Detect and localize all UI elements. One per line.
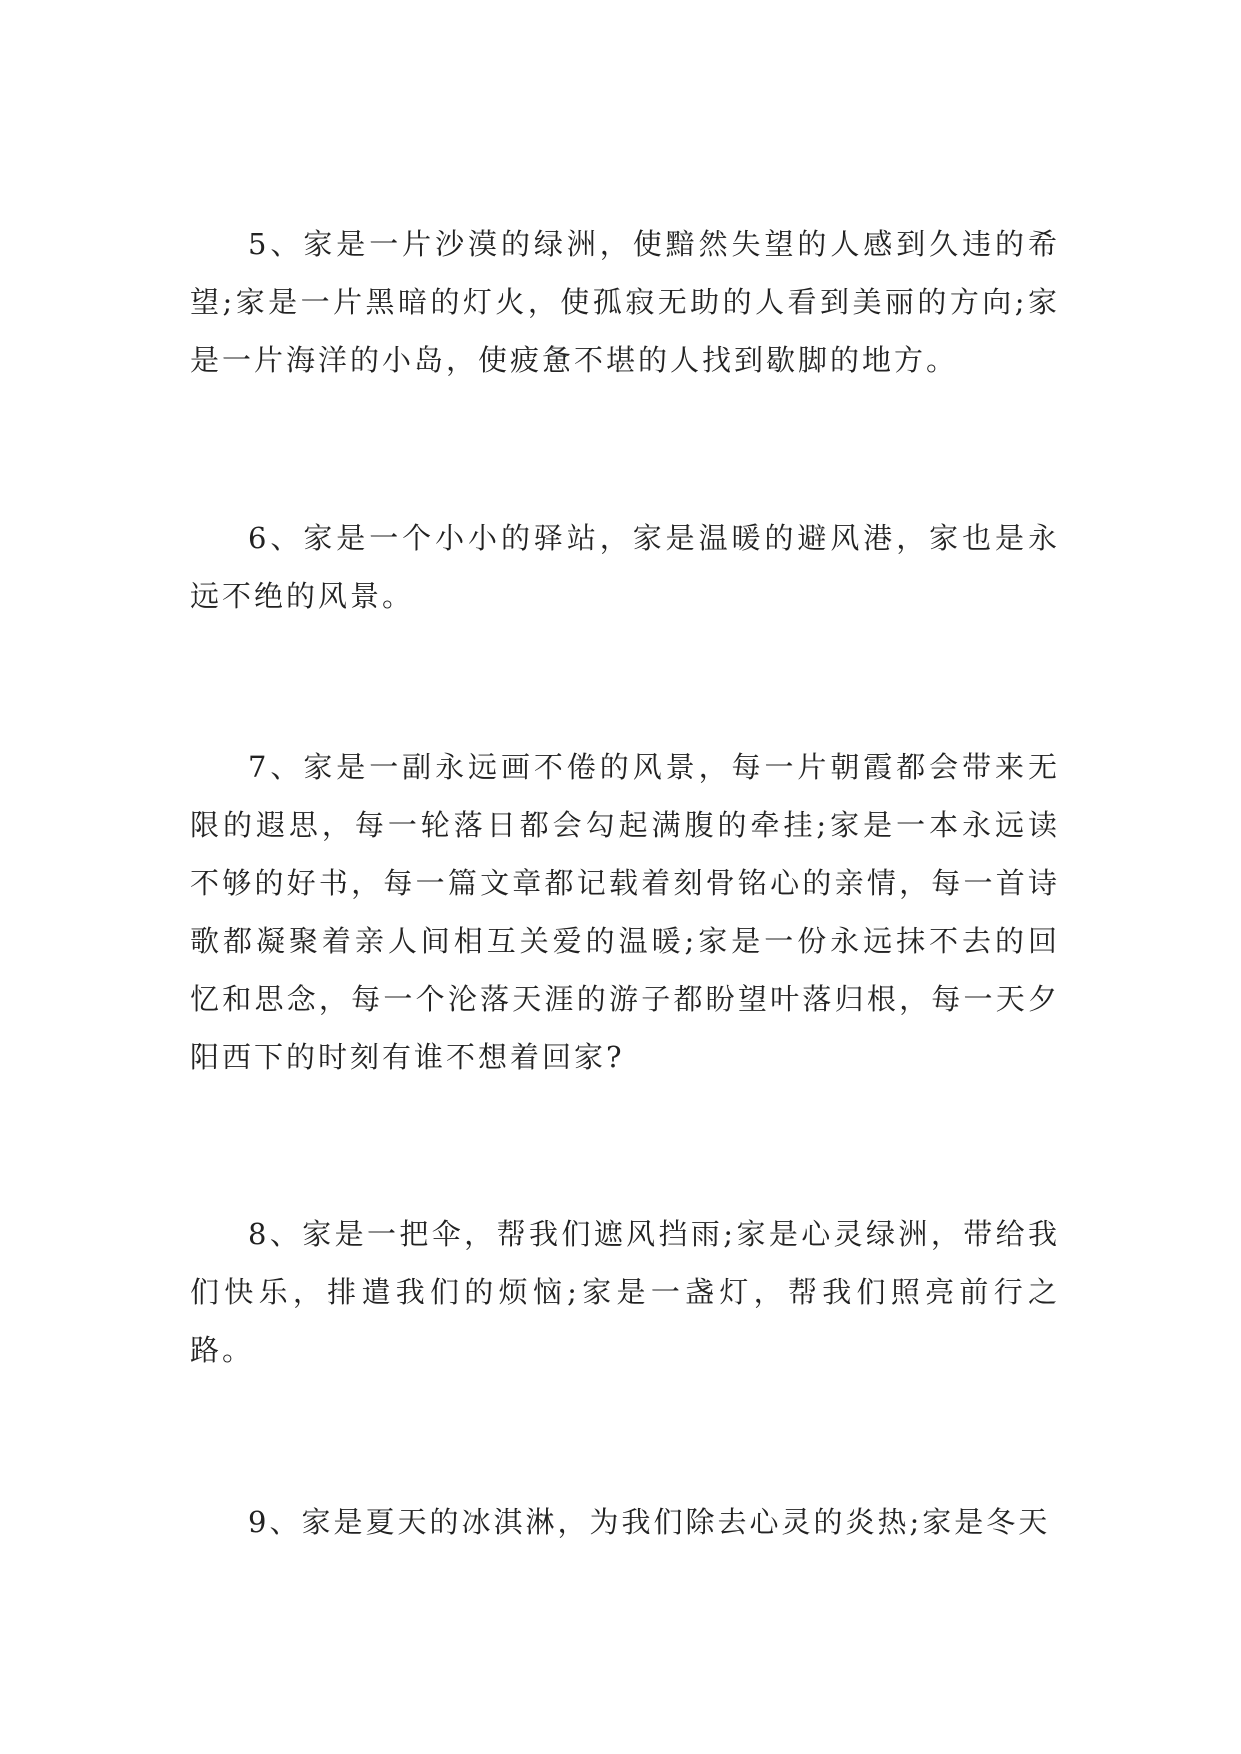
paragraph-6: 6、家是一个小小的驿站，家是温暖的避风港，家也是永远不绝的风景。 <box>190 521 1060 613</box>
paragraph-8: 8、家是一把伞，帮我们遮风挡雨;家是心灵绿洲，带给我们快乐，排遣我们的烦恼;家是一盏灯，帮我们照亮前行之路。 <box>190 1217 1060 1367</box>
paragraph-5: 5、家是一片沙漠的绿洲，使黯然失望的人感到久违的希望;家是一片黑暗的灯火，使孤寂无助的人看到美丽的方向;家是一片海洋的小岛，使疲惫不堪的人找到歇脚的地方。 <box>190 227 1060 377</box>
paragraph-9: 9、家是夏天的冰淇淋，为我们除去心灵的炎热;家是冬天 <box>248 1505 1051 1539</box>
paragraph-7: 7、家是一副永远画不倦的风景，每一片朝霞都会带来无限的遐思，每一轮落日都会勾起满腹的牵挂;家是一本永远读不够的好书，每一篇文章都记载着刻骨铭心的亲情，每一首诗歌都凝聚着亲人间相互关爱的温暖;家是一份永远抹不去的回忆和思念，每一个沦落天涯的游子都盼望叶落归根，每一天夕阳西下的时刻有谁不想着回家? <box>190 750 1060 1074</box>
